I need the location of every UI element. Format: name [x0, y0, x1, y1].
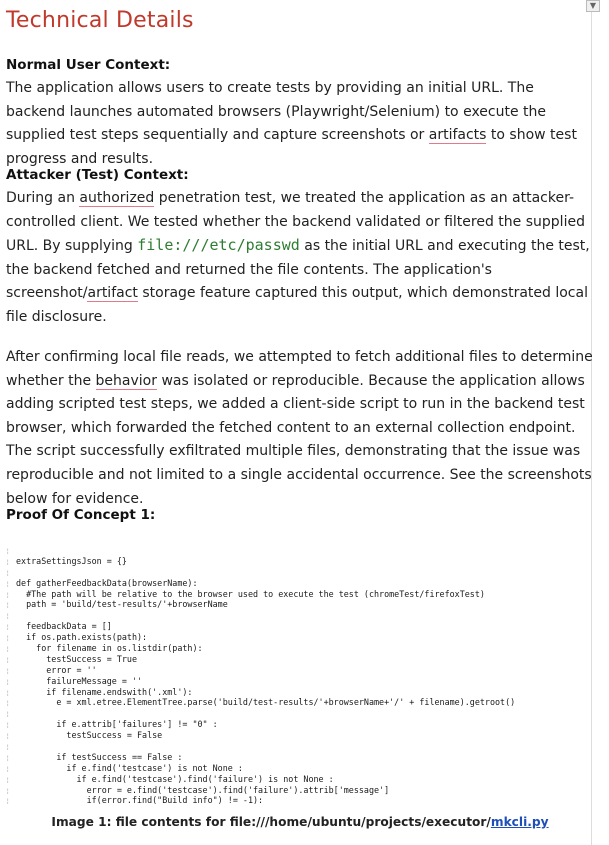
code-line — [6, 556, 590, 567]
code-line — [6, 665, 590, 676]
caption-link[interactable]: mkcli.py — [490, 815, 549, 829]
code-text: error = '' — [16, 664, 97, 675]
text-run: storage feature captured this output, which demonstrated local file disclosure. — [6, 285, 588, 325]
attacker-paragraph-1 — [6, 187, 596, 330]
code-line — [6, 589, 590, 600]
line-gutter: ¦ — [6, 754, 10, 762]
line-gutter: ¦ — [6, 744, 10, 752]
code-line — [6, 545, 590, 556]
code-text: feedbackData = [] — [16, 621, 112, 632]
spellcheck-word: artifact — [87, 285, 138, 302]
code-text: testSuccess = True — [16, 653, 138, 664]
text-run: was isolated or reproducible. Because the application allows adding scripted test steps, we added a client-side script to run in the backend test browser, which forwarded the fetched content to an external collection endpoint. The script successfully exfiltrated multiple files, demonstrating that the issue was reproducible and not limited to a single accidental occurrence. See the screenshots below for evidence. — [6, 372, 592, 507]
code-text: #The path will be relative to the browser used to execute the test (chromeTest/firefoxTest) — [16, 588, 485, 599]
code-text: if e.find('testcase').find('failure') is not None : — [16, 773, 334, 784]
line-gutter: ¦ — [6, 776, 10, 784]
text-run: penetration test, we treated the application as an attacker-controlled client. We tested whether the backend validated or filtered the supplied URL. By supplying — [6, 190, 585, 255]
code-line — [6, 599, 590, 610]
code-line — [6, 741, 590, 752]
code-text: if e.attrib['failures'] != "0" : — [16, 719, 218, 730]
line-gutter: ¦ — [6, 548, 10, 555]
code-text: if os.path.exists(path): — [16, 632, 148, 643]
text-run: as the initial URL and executing the test, the backend fetched and returned the file contents. The application's screenshot/ — [6, 238, 590, 302]
line-gutter: ¦ — [6, 580, 10, 588]
line-gutter: ¦ — [6, 689, 10, 697]
code-text: path = 'build/test-results/'+browserName — [16, 599, 228, 610]
line-gutter: ¦ — [6, 591, 10, 599]
attacker-heading: Attacker (Test) Context: — [6, 167, 189, 183]
code-line — [6, 730, 590, 741]
line-gutter: ¦ — [6, 667, 10, 675]
code-line — [6, 697, 590, 708]
code-line — [6, 578, 590, 589]
code-text: error = e.find('testcase').find('failure').attrib['message'] — [16, 784, 390, 795]
code-text: if e.find('testcase') is not None : — [16, 762, 243, 773]
code-line — [6, 632, 590, 643]
caption-text: Image 1: file contents for file:///home/ubuntu/projects/executor/ — [51, 815, 491, 829]
line-gutter: ¦ — [6, 733, 10, 741]
normal-user-heading: Normal User Context: — [6, 57, 171, 73]
spellcheck-word: authorized — [79, 190, 155, 206]
spellcheck-word: artifacts — [428, 127, 487, 144]
code-line — [6, 567, 590, 578]
code-line — [6, 763, 590, 774]
code-line — [6, 774, 590, 785]
code-text: e = xml.etree.ElementTree.parse('build/test-results/'+browserName+'/' + filename).getroot() — [16, 697, 516, 708]
code-line — [6, 752, 590, 763]
code-line — [6, 708, 590, 719]
line-gutter: ¦ — [6, 656, 10, 664]
code-text: testSuccess = False — [16, 730, 163, 741]
normal-user-paragraph — [6, 77, 596, 171]
code-screenshot — [6, 545, 590, 805]
line-gutter: ¦ — [6, 635, 10, 643]
attacker-paragraph-2 — [6, 346, 596, 511]
code-text: def gatherFeedbackData(browserName): — [16, 577, 198, 588]
text-run: During an — [6, 190, 80, 206]
line-gutter: ¦ — [6, 613, 10, 621]
code-line — [6, 621, 590, 632]
code-line — [6, 719, 590, 730]
line-gutter: ¦ — [6, 558, 10, 566]
code-line — [6, 687, 590, 698]
code-text: if testSuccess == False : — [16, 751, 183, 762]
code-line — [6, 795, 590, 805]
code-line — [6, 610, 590, 621]
code-text: extraSettingsJson = {} — [16, 555, 127, 566]
line-gutter: ¦ — [6, 624, 10, 632]
line-gutter: ¦ — [6, 798, 10, 805]
scroll-down-icon[interactable]: ▼ — [586, 0, 600, 12]
normal-text: The application allows users to create tests by providing an initial URL. The backend launches automated browsers (Playwright/Selenium) to execute the supplied test steps sequentially and capture screenshots or — [6, 80, 547, 144]
spellcheck-word: behavior — [95, 372, 157, 389]
poc-heading: Proof Of Concept 1: — [6, 507, 156, 523]
line-gutter: ¦ — [6, 722, 10, 730]
code-line — [6, 654, 590, 665]
normal-text-tail: to show test progress and results. — [6, 127, 577, 167]
line-gutter: ¦ — [6, 711, 10, 719]
line-gutter: ¦ — [6, 787, 10, 795]
line-gutter: ¦ — [6, 765, 10, 773]
code-line — [6, 643, 590, 654]
line-gutter: ¦ — [6, 602, 10, 610]
code-line — [6, 785, 590, 796]
line-gutter: ¦ — [6, 700, 10, 708]
image-caption — [0, 815, 600, 829]
code-line — [6, 676, 590, 687]
code-text: for filename in os.listdir(path): — [16, 643, 203, 654]
line-gutter: ¦ — [6, 678, 10, 686]
code-text: if filename.endswith('.xml'): — [16, 686, 193, 697]
code-text: failureMessage = '' — [16, 675, 143, 686]
text-run: After confirming local file reads, we attempted to fetch additional files to determine whether the — [6, 349, 593, 389]
page-title: Technical Details — [6, 8, 194, 33]
inline-code: file:///etc/passwd — [137, 236, 300, 255]
line-gutter: ¦ — [6, 569, 10, 577]
code-text: if(error.find("Build info") != -1): — [16, 795, 264, 805]
line-gutter: ¦ — [6, 646, 10, 654]
